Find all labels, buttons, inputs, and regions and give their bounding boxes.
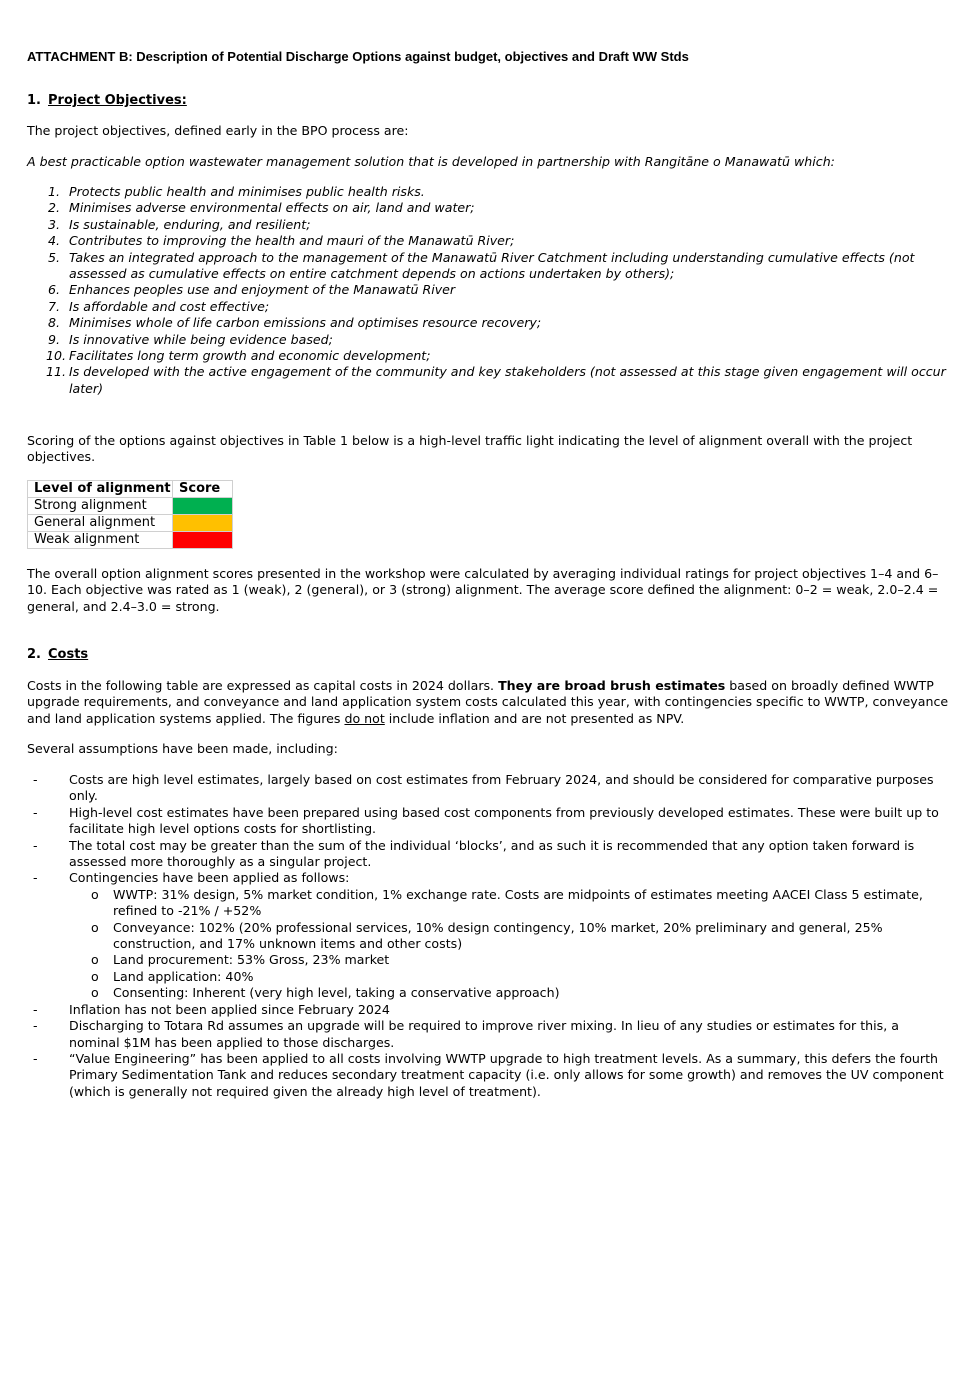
- list-item: 7. Is affordable and cost effective;: [48, 298, 270, 314]
- list-item: o Conveyance: 102% (20% professional services, 10% design contingency, 10% market, 20% preliminary and general, 25% construction, and 17% unknown items and other costs): [91, 919, 883, 952]
- assumptions-intro: Several assumptions have been made, including:: [27, 741, 338, 756]
- list-item: 1. Protects public health and minimises public health risks.: [48, 184, 425, 199]
- section-2-heading: [27, 647, 88, 663]
- section-number: 2.: [27, 647, 41, 662]
- alignment-legend-table: [27, 480, 233, 549]
- list-item: 6. Enhances peoples use and enjoyment of the Manawatū River: [48, 282, 456, 298]
- score-swatch-strong: [173, 498, 233, 515]
- list-item: - “Value Engineering” has been applied to all costs involving WWTP upgrade to high treatment levels. As a summary, this defers the fourth Primary Sedimentation Tank and reduces secondary treatment capacity (i.e. only allows for some growth) and removes the UV component (which is generally not required given the already high level of treatment).: [33, 1050, 944, 1099]
- list-item: o WWTP: 31% design, 5% market condition, 1% exchange rate. Costs are midpoints of estimates meeting AACEI Class 5 estimate, refined to -21% / +52%: [91, 886, 923, 919]
- costs-paragraph: Costs in the following table are expressed as capital costs in 2024 dollars. They are broad brush estimates based on broadly defined WWTP upgrade requirements, and conveyance and land application system costs calculated this year, with contingencies specific to WWTP, conveyance and land application systems applied. The figures do not include inflation and are not presented as NPV.: [27, 678, 949, 726]
- assumptions-list: [27, 772, 949, 1100]
- list-item: o Land application: 40%: [91, 968, 254, 984]
- list-item: 10. Facilitates long term growth and economic development;: [46, 348, 431, 364]
- list-item: o Land procurement: 53% Gross, 23% market: [91, 952, 390, 968]
- list-item: 5. Takes an integrated approach to the management of the Manawatū River Catchment including understanding cumulative effects (not assessed as cumulative effects on entire catchment depends on actions undertaken by others);: [48, 249, 915, 282]
- alignment-label: Weak alignment: [28, 532, 173, 549]
- list-item: - The total cost may be greater than the sum of the individual ‘blocks’, and as such it is recommended that any option taken forward is assessed more thoroughly as a singular project.: [33, 837, 915, 870]
- document-title: ATTACHMENT B: Description of Potential Discharge Options against budget, objectives and Draft WW Stds: [27, 49, 689, 64]
- list-item: - Costs are high level estimates, largely based on cost estimates from February 2024, and should be considered for comparative purposes only.: [33, 772, 934, 804]
- table-row: [28, 515, 233, 532]
- section-number: 1.: [27, 93, 41, 108]
- table-row: [28, 498, 233, 515]
- list-item: 4. Contributes to improving the health and mauri of the Manawatū River;: [48, 233, 515, 249]
- score-swatch-general: [173, 515, 233, 532]
- list-item: - Inflation has not been applied since February 2024: [33, 1001, 390, 1017]
- list-item: 8. Minimises whole of life carbon emissions and optimises resource recovery;: [48, 315, 542, 331]
- objectives-intro: The project objectives, defined early in the BPO process are:: [27, 123, 409, 138]
- column-header: Score: [173, 481, 233, 498]
- contingencies-list: [69, 887, 949, 1002]
- alignment-label: General alignment: [28, 515, 173, 532]
- list-item: 11. Is developed with the active engagement of the community and key stakeholders (not assessed at this stage given engagement will occur later): [46, 364, 946, 396]
- list-item: o Consenting: Inherent (very high level, taking a conservative approach): [91, 985, 560, 1001]
- score-swatch-weak: [173, 532, 233, 549]
- list-item: 9. Is innovative while being evidence based;: [48, 331, 333, 347]
- scoring-note: Scoring of the options against objectives in Table 1 below is a high-level traffic light indicating the level of alignment overall with the project objectives.: [27, 433, 913, 465]
- overall-alignment-note: The overall option alignment scores presented in the workshop were calculated by averaging individual ratings for project objectives 1–4 and 6–10. Each objective was rated as 1 (weak), 2 (general), or 3 (strong) alignment. The average score defined the alignment: 0–2 = weak, 2.0–2.4 = general, and 2.4–3.0 = strong.: [27, 566, 939, 614]
- table-header-row: [28, 481, 233, 498]
- list-item: 3. Is sustainable, enduring, and resilient;: [48, 216, 311, 232]
- alignment-label: Strong alignment: [28, 498, 173, 515]
- section-title: Project Objectives:: [48, 93, 187, 108]
- list-item: - Contingencies have been applied as follows: o WWTP: 31% design, 5% market condition, 1% exchange rate. Costs are midpoints of estimates meeting AACEI Class 5 estimate, refined to -21% / +52% o Conveyance: 102% (20% professional services, 10% design contingency, 10% market, 20% preliminary and general, 25% construction, and 17% unknown items and other costs) o Land procurement: 53% Gross, 23% market o Land application: 40% o Consenting: Inherent (very high level, taking a conservative approach): [27, 870, 949, 1001]
- section-1-heading: [27, 93, 187, 109]
- column-header: Level of alignment: [28, 481, 173, 498]
- section-title: Costs: [48, 647, 89, 662]
- list-item: - Discharging to Totara Rd assumes an upgrade will be required to improve river mixing. In lieu of any studies or estimates for this, a nominal $1M has been applied to those discharges.: [33, 1018, 899, 1050]
- objectives-lead: A best practicable option wastewater management solution that is developed in partnership with Rangitāne o Manawatū which:: [27, 154, 835, 169]
- objectives-list: [27, 184, 949, 397]
- list-item: 2. Minimises adverse environmental effects on air, land and water;: [48, 200, 475, 216]
- table-row: [28, 532, 233, 549]
- list-item: - High-level cost estimates have been prepared using based cost components from previously developed estimates. These were built up to facilitate high level options costs for shortlisting.: [33, 804, 939, 837]
